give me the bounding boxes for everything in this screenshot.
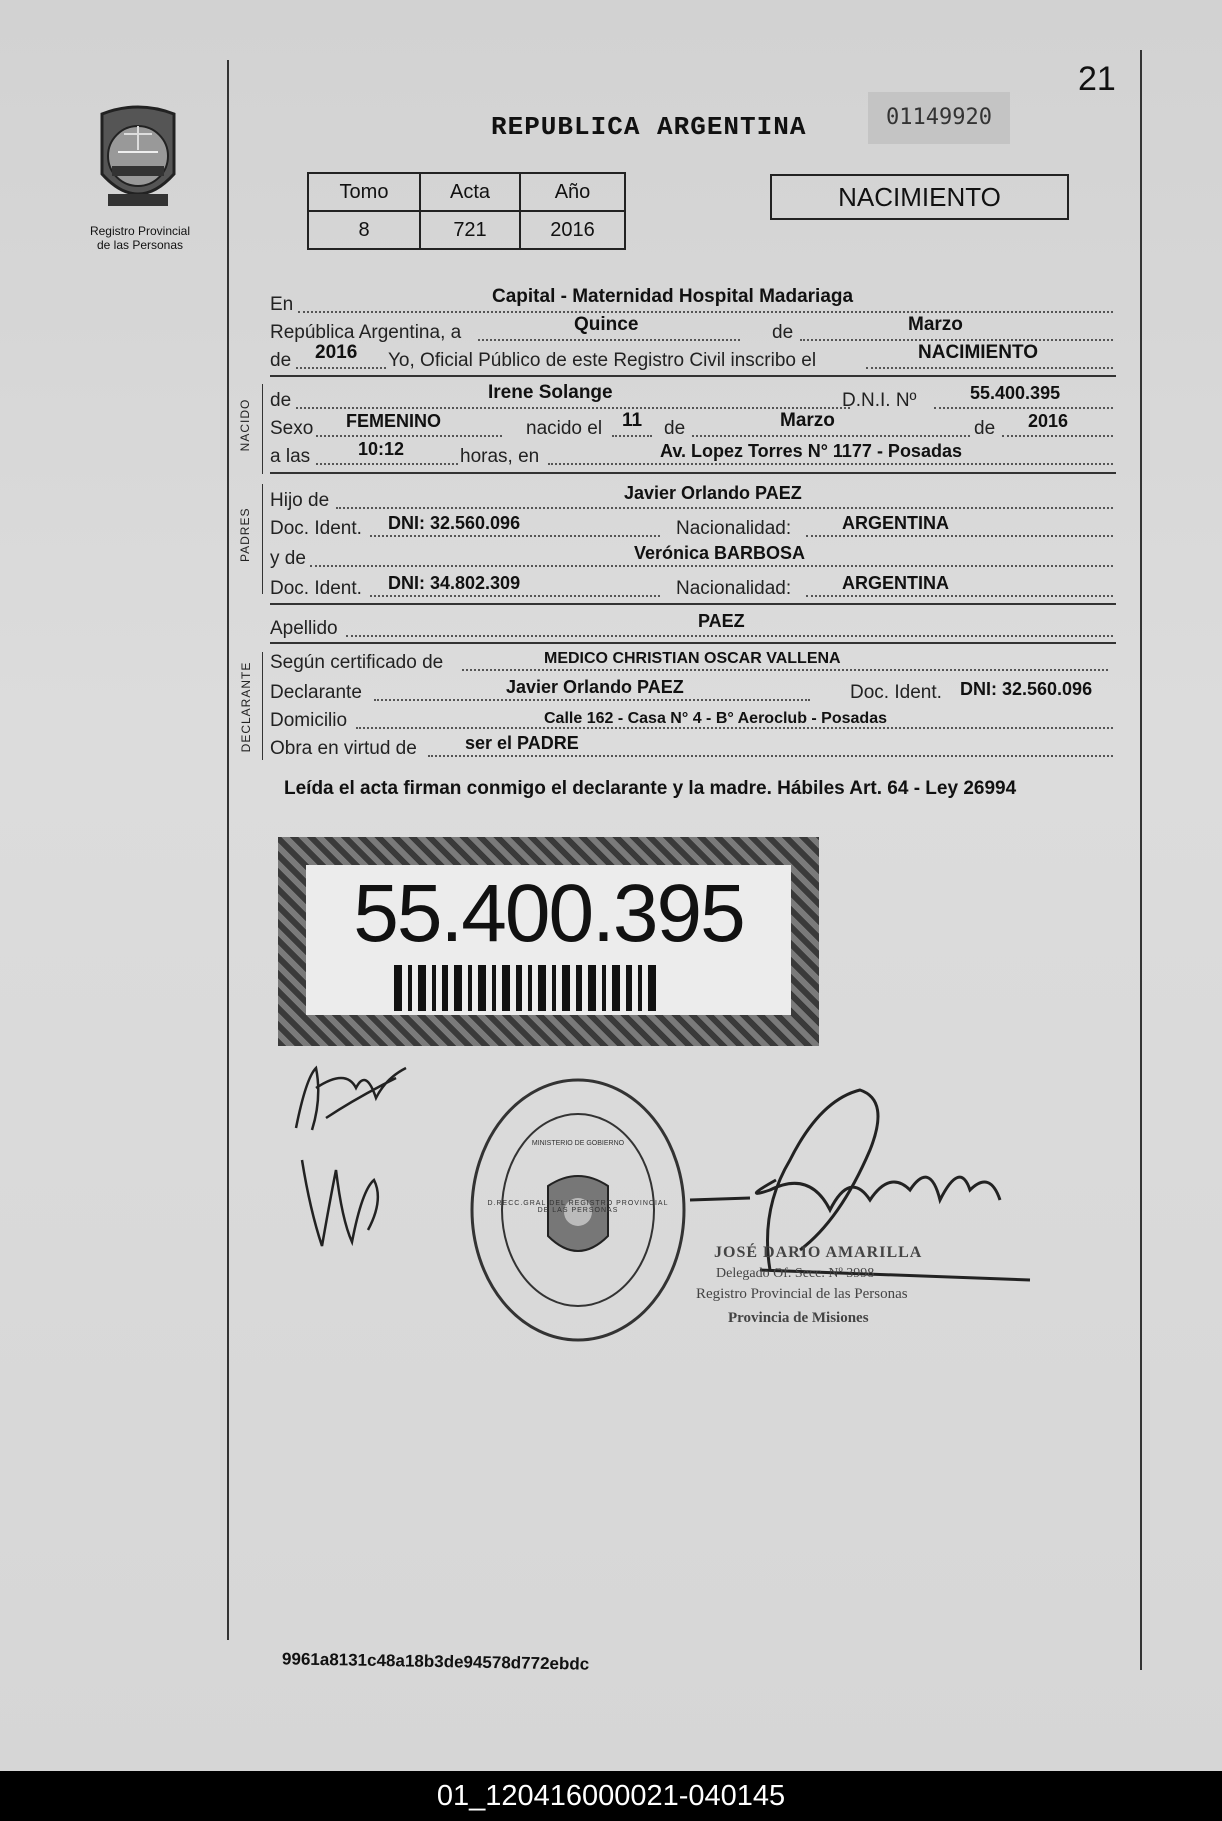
row-padre-doc	[270, 513, 1116, 540]
apellido-value: PAEZ	[698, 611, 745, 631]
registry-value-row	[308, 211, 625, 249]
row-domicilio	[270, 708, 1116, 732]
tomo-header: Tomo	[308, 173, 420, 211]
certificado-value: MEDICO CHRISTIAN OSCAR VALLENA	[544, 650, 841, 667]
mes-nac-value: Marzo	[780, 410, 835, 431]
dotted-line	[428, 755, 1113, 757]
province-seal-icon	[88, 104, 188, 220]
label-nacionalidad: Nacionalidad:	[676, 518, 792, 539]
section-divider	[270, 603, 1116, 605]
label-doc-ident: Doc. Ident.	[270, 578, 362, 599]
label-segun-certificado: Según certificado de	[270, 652, 444, 673]
dotted-line	[548, 463, 1113, 465]
row-declarante	[270, 677, 1116, 704]
dotted-line	[346, 635, 1113, 637]
madre-nac-value: ARGENTINA	[842, 573, 949, 593]
label-de: de	[270, 350, 292, 371]
lugar-value: Capital - Maternidad Hospital Madariaga	[492, 286, 854, 307]
tag-declarante: DECLARANTE	[239, 661, 253, 753]
domicilio-value: Calle 162 - Casa N° 4 - B° Aeroclub - Posadas	[544, 710, 887, 727]
madre-value: Verónica BARBOSA	[634, 543, 806, 563]
label-dni: D.N.I. Nº	[842, 390, 917, 411]
label-declarante: Declarante	[270, 682, 362, 703]
signature-madre	[296, 1150, 396, 1260]
label-apellido: Apellido	[270, 618, 338, 639]
official-registry: Registro Provincial de las Personas	[696, 1286, 908, 1302]
row-republica	[270, 314, 1116, 344]
label-hijo-de: Hijo de	[270, 490, 330, 511]
sexo-value: FEMENINO	[346, 411, 442, 431]
section-divider	[270, 375, 1116, 377]
tomo-value: 8	[308, 211, 420, 249]
label-nacionalidad: Nacionalidad:	[676, 578, 792, 599]
tag-padres: PADRES	[238, 507, 252, 562]
nacido-bracket	[262, 384, 263, 474]
nombre-value: Irene Solange	[488, 382, 613, 403]
section-divider	[270, 472, 1116, 474]
obra-value: ser el PADRE	[465, 733, 579, 753]
row-obra	[270, 733, 1116, 760]
anio-value: 2016	[520, 211, 625, 249]
row-madre-doc	[270, 573, 1116, 600]
acta-header: Acta	[420, 173, 520, 211]
dotted-line	[806, 535, 1113, 537]
signature-declarante	[286, 1058, 416, 1138]
anio-nac-value: 2016	[1028, 411, 1069, 431]
province-logo	[88, 104, 188, 220]
legal-text: Leída el acta firman conmigo el declarante y la madre. Hábiles Art. 64 - Ley 26994	[284, 778, 1017, 799]
padre-value: Javier Orlando PAEZ	[624, 483, 802, 503]
seal-inner-text: MINISTERIO DE GOBIERNO	[531, 1140, 625, 1147]
official-name: JOSÉ DARIO AMARILLA	[714, 1244, 923, 1261]
row-apellido	[270, 611, 1116, 640]
serial-number: 01149920	[868, 92, 1010, 144]
official-province: Provincia de Misiones	[728, 1310, 869, 1326]
dotted-line	[370, 535, 660, 537]
dotted-line	[310, 565, 1113, 567]
dotted-line	[462, 669, 1108, 671]
dni-barcode-sticker	[278, 837, 819, 1046]
record-type-box: NACIMIENTO	[770, 174, 1069, 220]
section-divider	[270, 642, 1116, 644]
label-en: En	[270, 294, 294, 315]
dotted-line	[316, 435, 502, 437]
dotted-line	[806, 595, 1113, 597]
dotted-line	[370, 595, 660, 597]
label-a-las: a las	[270, 446, 311, 467]
registry-header-row	[308, 173, 625, 211]
logo-caption-line1: Registro Provincial	[89, 224, 191, 238]
dotted-line	[612, 435, 652, 437]
scan-footer-id: 01_120416000021-040145	[0, 1771, 1222, 1821]
dni-value: 55.400.395	[970, 383, 1061, 403]
padre-doc-value: DNI: 32.560.096	[388, 513, 521, 533]
acto-value: NACIMIENTO	[918, 342, 1038, 363]
dotted-line	[800, 339, 1113, 341]
label-doc-ident: Doc. Ident.	[850, 682, 942, 703]
row-en	[270, 286, 1116, 316]
row-hijo-de	[270, 483, 1116, 512]
label-horas-en: horas, en	[460, 446, 540, 467]
barcode-label	[306, 865, 791, 1015]
hora-value: 10:12	[358, 439, 405, 459]
row-y-de	[270, 543, 1116, 570]
label-doc-ident: Doc. Ident.	[270, 518, 362, 539]
row-nombre	[270, 382, 1116, 412]
dotted-line	[298, 311, 1113, 313]
dia-nac-value: 11	[622, 410, 643, 431]
label-yo-oficial: Yo, Oficial Público de este Registro Civil inscribo el	[388, 350, 817, 371]
row-hora	[270, 439, 1116, 468]
padres-bracket	[262, 484, 263, 594]
left-margin-line	[227, 60, 229, 1640]
tag-nacido: NACIDO	[238, 398, 252, 452]
row-certificado	[270, 650, 1116, 674]
barcode-number: 55.400.395	[353, 868, 744, 959]
dotted-line	[1002, 435, 1113, 437]
label-de: de	[270, 390, 292, 411]
document-hash: 9961a8131c48a18b3de94578d772ebdc	[281, 1649, 590, 1674]
official-title: Delegado Of. Secc. Nº 3998	[716, 1266, 875, 1281]
anio-value: 2016	[315, 342, 358, 363]
label-sexo: Sexo	[270, 418, 314, 439]
label-republica: República Argentina, a	[270, 322, 462, 343]
logo-caption	[70, 224, 210, 252]
label-domicilio: Domicilio	[270, 710, 348, 731]
direccion-nac-value: Av. Lopez Torres N° 1177 - Posadas	[660, 441, 962, 461]
logo-caption-line2: de las Personas	[96, 238, 184, 252]
right-margin-line	[1140, 50, 1142, 1670]
dotted-line	[934, 407, 1113, 409]
dotted-line	[296, 367, 386, 369]
madre-doc-value: DNI: 34.802.309	[388, 573, 521, 593]
dotted-line	[296, 407, 850, 409]
label-de: de	[974, 418, 996, 439]
dotted-line	[316, 463, 458, 465]
page-number: 21	[1078, 60, 1116, 98]
row-sexo	[270, 410, 1116, 440]
registry-table	[307, 172, 626, 250]
label-de: de	[772, 322, 794, 343]
document-title: REPUBLICA ARGENTINA	[491, 112, 807, 142]
seal-ring-text: D.RECC.GRAL.DEL REGISTRO PROVINCIAL DE LAS PERSONAS	[487, 1200, 669, 1214]
declarante-value: Javier Orlando PAEZ	[506, 677, 684, 697]
declarante-doc-value: DNI: 32.560.096	[960, 679, 1093, 699]
dotted-line	[866, 367, 1113, 369]
label-obra-en-virtud: Obra en virtud de	[270, 738, 417, 759]
declarante-bracket	[262, 652, 263, 760]
padre-nac-value: ARGENTINA	[842, 513, 949, 533]
mes-value: Marzo	[908, 314, 963, 335]
row-de-anio	[270, 342, 1116, 372]
dia-letras-value: Quince	[574, 314, 639, 335]
dotted-line	[336, 507, 1113, 509]
acta-value: 721	[420, 211, 520, 249]
barcode-bars	[394, 965, 714, 1011]
label-nacido-el: nacido el	[526, 418, 603, 439]
dotted-line	[374, 699, 810, 701]
label-de: de	[664, 418, 686, 439]
dotted-line	[692, 435, 970, 437]
anio-header: Año	[520, 173, 625, 211]
dotted-line	[478, 339, 740, 341]
label-y-de: y de	[270, 548, 306, 569]
